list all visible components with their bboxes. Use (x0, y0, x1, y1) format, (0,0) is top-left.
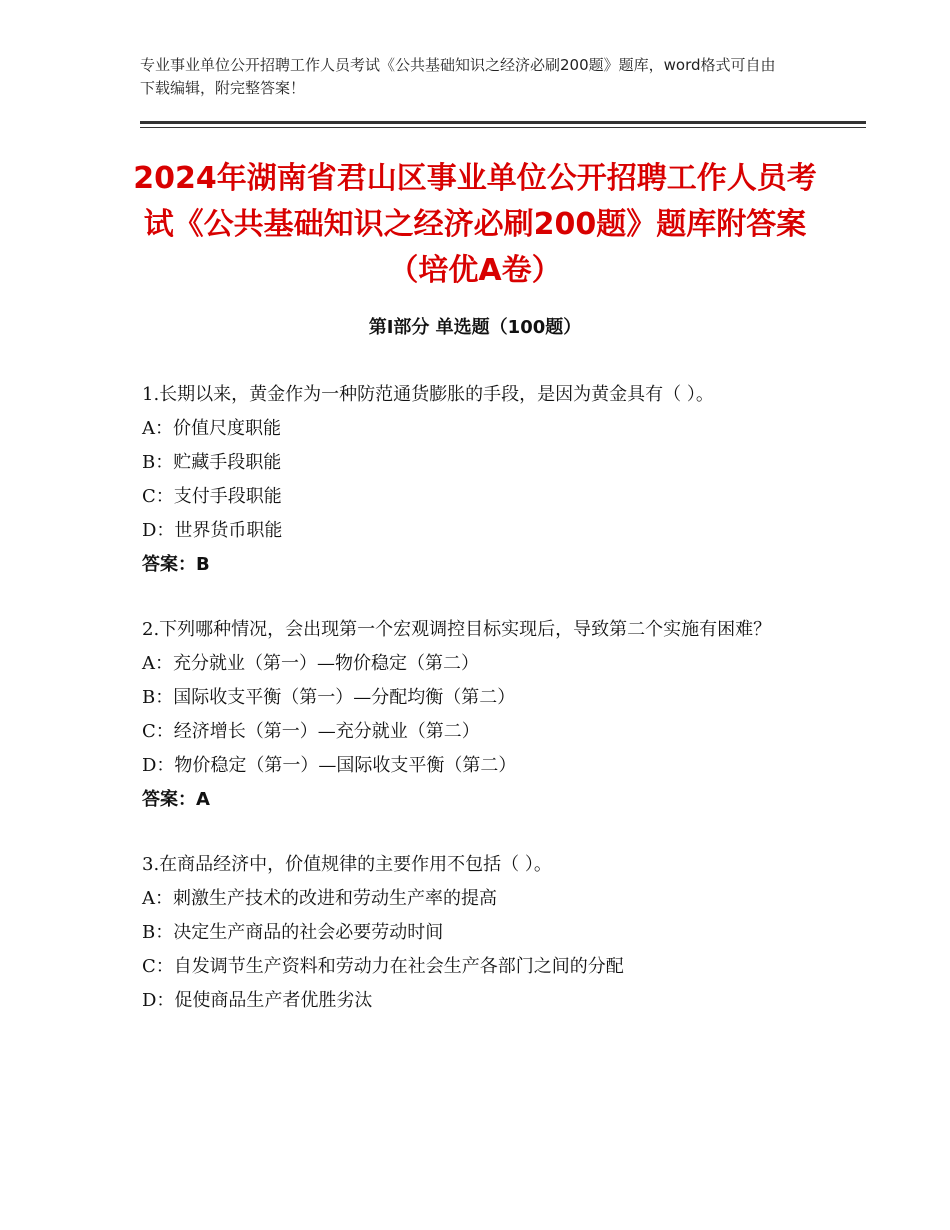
option-b: B：国际收支平衡（第一）—分配均衡（第二） (142, 687, 516, 708)
option-d: D：物价稳定（第一）—国际收支平衡（第二） (142, 755, 517, 776)
answer-line: 答案：A (142, 789, 210, 810)
question-3 (142, 848, 812, 1018)
header-divider-thin (140, 127, 866, 128)
option-b: B：贮藏手段职能 (142, 452, 282, 473)
option-b: B：决定生产商品的社会必要劳动时间 (142, 922, 444, 943)
option-d: D：世界货币职能 (142, 520, 283, 541)
question-2 (142, 613, 812, 817)
question-stem: 3.在商品经济中，价值规律的主要作用不包括（ ）。 (142, 854, 552, 875)
option-c: C：自发调节生产资料和劳动力在社会生产各部门之间的分配 (142, 956, 624, 977)
question-stem: 2.下列哪种情况，会出现第一个宏观调控目标实现后，导致第二个实施有困难？ (142, 619, 772, 640)
section-heading: 第I部分 单选题（100题） (368, 317, 582, 338)
question-1 (142, 378, 812, 582)
document-header-note: 专业事业单位公开招聘工作人员考试《公共基础知识之经济必刷200题》题库，word格式可自由下载编辑，附完整答案！ (140, 56, 776, 97)
option-d: D：促使商品生产者优胜劣汰 (142, 990, 373, 1011)
header-divider-thick (140, 121, 866, 124)
option-a: A：刺激生产技术的改进和劳动生产率的提高 (142, 888, 497, 909)
option-a: A：价值尺度职能 (142, 418, 281, 439)
question-list (142, 378, 812, 1049)
option-a: A：充分就业（第一）—物价稳定（第二） (142, 653, 479, 674)
answer-line: 答案：B (142, 554, 210, 575)
question-stem: 1.长期以来，黄金作为一种防范通货膨胀的手段，是因为黄金具有（ ）。 (142, 384, 714, 405)
option-c: C：经济增长（第一）—充分就业（第二） (142, 721, 480, 742)
document-title: 2024年湖南省君山区事业单位公开招聘工作人员考试《公共基础知识之经济必刷200题》题库附答案（培优A卷） (133, 161, 817, 288)
option-c: C：支付手段职能 (142, 486, 282, 507)
